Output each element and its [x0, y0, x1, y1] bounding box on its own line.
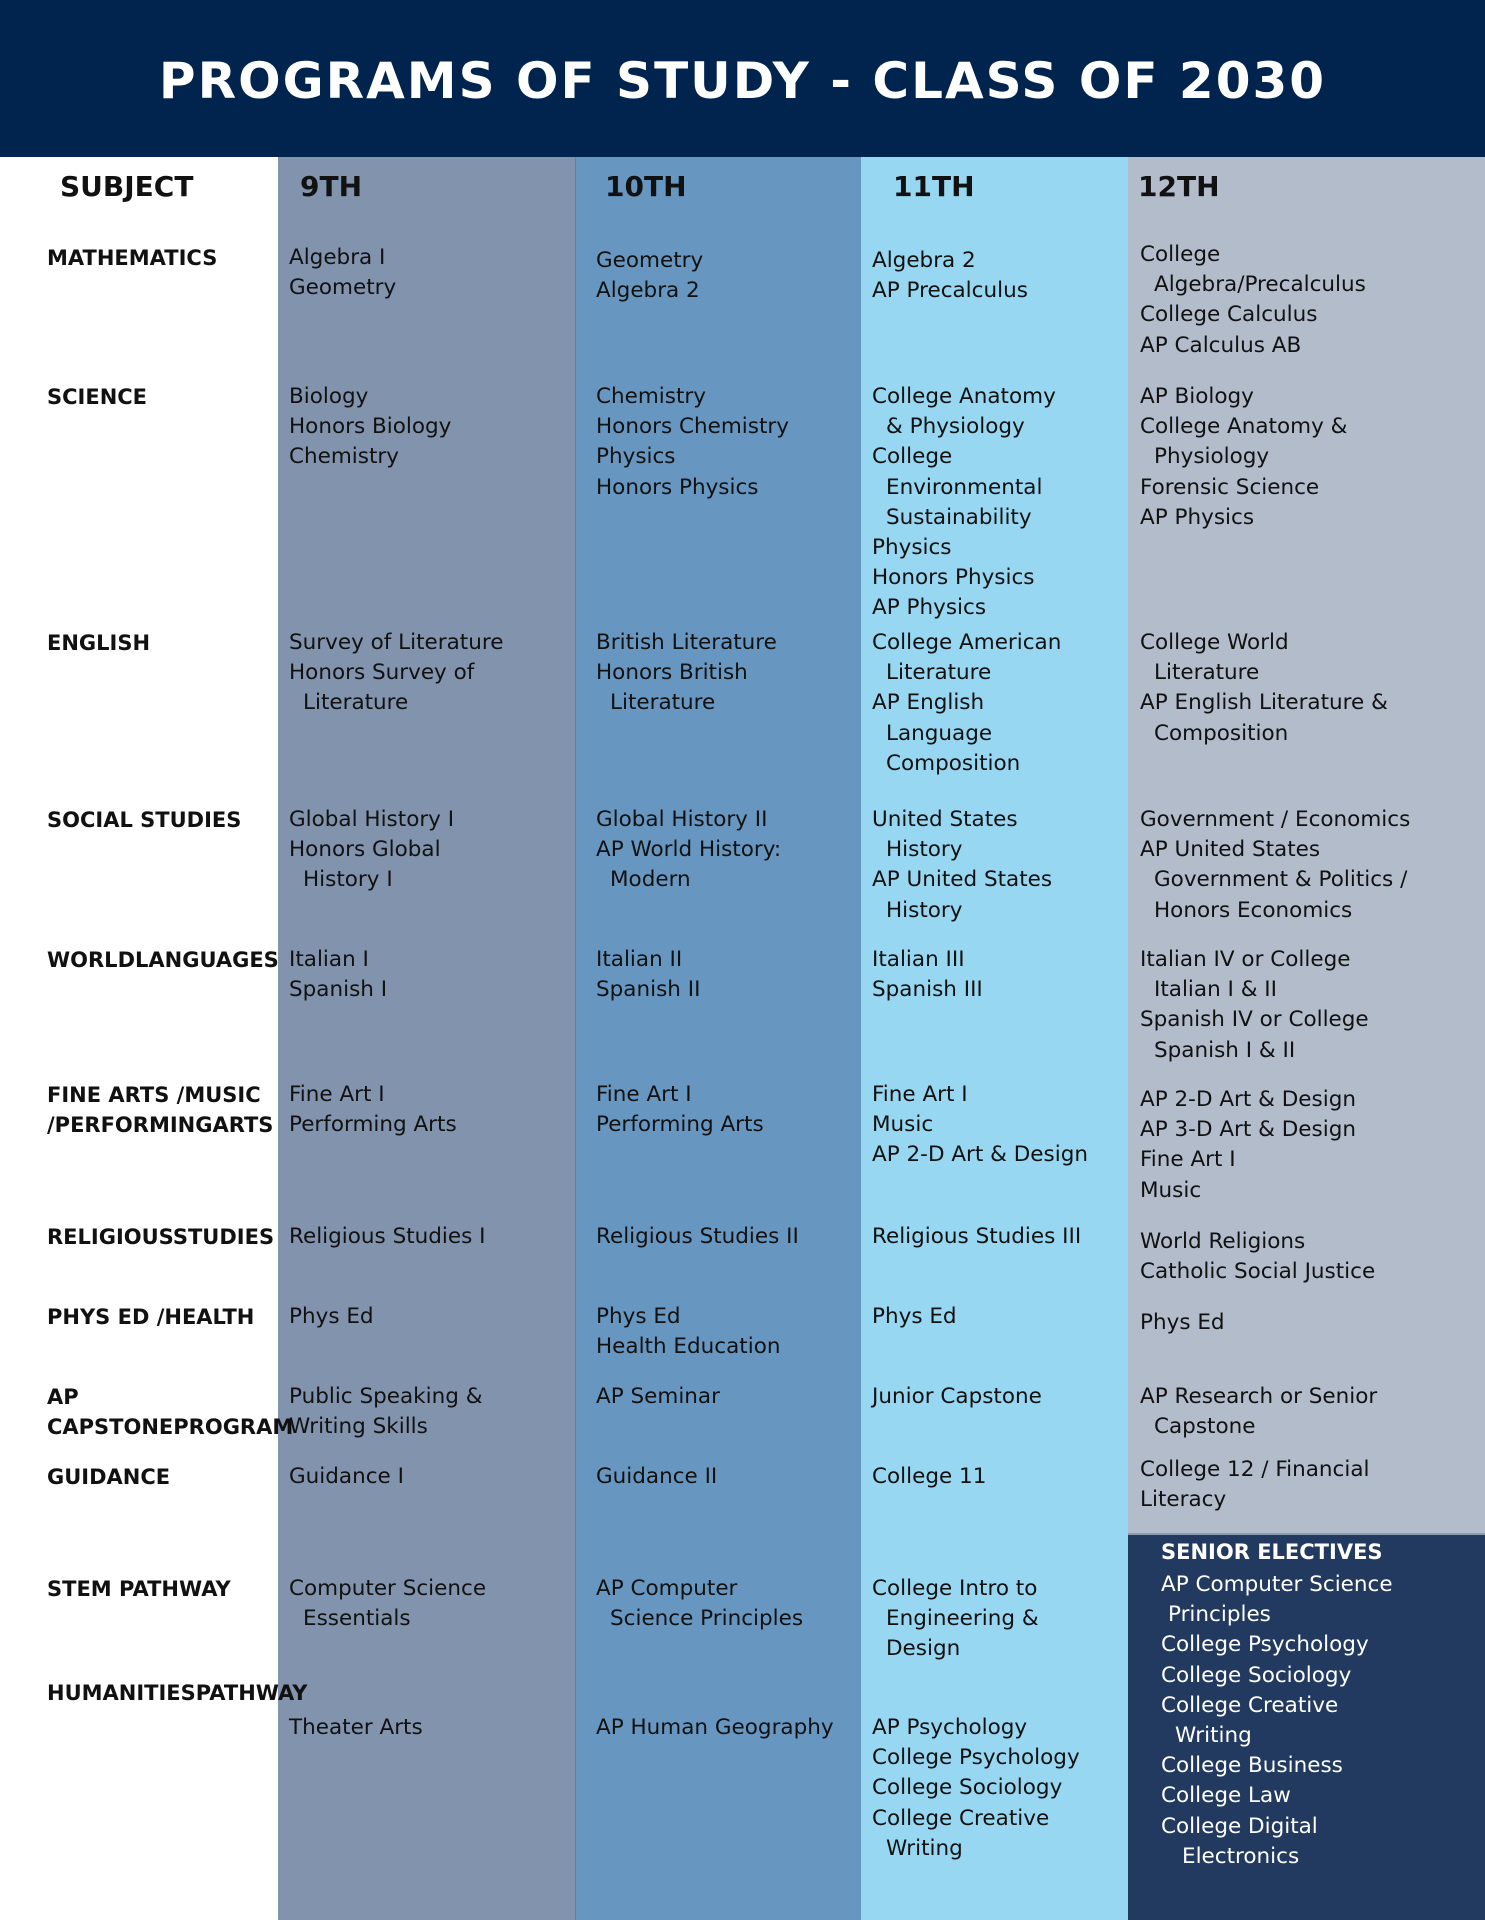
course-cell-grade-9: [289, 1574, 486, 1634]
course-line: Writing: [886, 1835, 963, 1861]
elective-item: Principles: [1168, 1602, 1271, 1628]
course-line: AP 2-D Art & Design: [1140, 1087, 1356, 1112]
course-line: PATHWAY: [195, 1681, 308, 1705]
course-cell-grade-10: [596, 246, 703, 306]
course-cell-grade-12: [1140, 1455, 1369, 1515]
course-cell-grade-9: [289, 1462, 404, 1492]
course-cell-grade-11: [872, 1713, 1080, 1864]
course-cell-grade-12: [1140, 1382, 1377, 1442]
elective-item: Writing: [1175, 1723, 1252, 1749]
course-line: Honors Economics: [1154, 897, 1353, 923]
course-line: Environmental: [886, 474, 1043, 500]
course-line: Guidance I: [289, 1464, 404, 1489]
course-line: Algebra/Precalculus: [1154, 272, 1366, 298]
course-line: Catholic Social Justice: [1140, 1259, 1376, 1285]
course-line: History I: [303, 867, 393, 893]
course-line: & Physiology: [886, 414, 1025, 440]
course-line: Fine Art I: [1140, 1147, 1236, 1173]
course-line: Computer Science: [289, 1576, 487, 1601]
course-line: Performing Arts: [289, 1112, 457, 1138]
course-line: College: [872, 444, 953, 470]
course-line: College: [1140, 242, 1221, 267]
course-line: Literature: [610, 690, 716, 716]
course-line: Honors Global: [289, 837, 441, 863]
subject-label: [47, 805, 272, 835]
course-line: Forensic Science: [1140, 474, 1320, 500]
course-line: Honors Chemistry: [596, 414, 789, 440]
course-cell-grade-11: [872, 1302, 957, 1332]
course-line: Public Speaking &: [289, 1384, 483, 1409]
course-line: College 12 / Financial: [1140, 1457, 1370, 1482]
course-line: Phys Ed: [872, 1304, 957, 1329]
course-line: Physiology: [1154, 444, 1270, 470]
course-line: College Anatomy &: [1140, 414, 1348, 440]
subject-label: [47, 1222, 275, 1252]
course-line: Fine Art I: [596, 1082, 692, 1107]
course-line: College 11: [872, 1464, 987, 1489]
course-line: Composition: [886, 750, 1021, 776]
course-cell-grade-12: [1140, 805, 1410, 926]
subject-label: [47, 382, 272, 412]
subject-label: [47, 945, 279, 975]
course-line: College Anatomy: [872, 384, 1056, 409]
elective-item: College Business: [1161, 1753, 1343, 1779]
course-line: Composition: [1154, 720, 1289, 746]
course-line: Language: [886, 720, 993, 746]
course-line: Performing Arts: [596, 1112, 764, 1138]
course-line: Government & Politics /: [1154, 867, 1408, 893]
course-cell-grade-12: [1140, 945, 1369, 1066]
course-line: Physics: [596, 444, 676, 470]
course-line: Modern: [610, 867, 691, 893]
course-cell-grade-12: [1140, 628, 1388, 749]
course-line: Italian I & II: [1154, 977, 1277, 1003]
course-cell-grade-9: [289, 1302, 374, 1332]
course-line: STUDIES: [172, 1225, 275, 1249]
course-line: AP Human Geography: [596, 1715, 834, 1740]
course-line: Capstone: [1154, 1414, 1256, 1440]
course-line: AP English Literature &: [1140, 690, 1388, 716]
course-line: College Sociology: [872, 1775, 1063, 1801]
course-line: Literature: [303, 690, 409, 716]
course-cell-grade-11: [872, 1382, 1042, 1412]
course-line: HUMANITIES: [47, 1681, 196, 1705]
course-line: PROGRAM: [173, 1415, 294, 1439]
course-cell-grade-11: [872, 246, 1028, 306]
course-line: STEM PATHWAY: [47, 1577, 231, 1601]
course-line: SCIENCE: [47, 385, 148, 409]
course-cell-grade-11: [872, 1080, 1088, 1171]
course-line: Spanish I: [289, 977, 388, 1003]
course-cell-grade-9: [289, 1713, 423, 1743]
course-line: College Psychology: [872, 1745, 1080, 1771]
course-line: PERFORMING: [54, 1113, 213, 1137]
course-cell-grade-11: [872, 945, 983, 1005]
course-line: Honors Physics: [872, 565, 1035, 591]
course-line: AP 2-D Art & Design: [872, 1142, 1088, 1168]
course-line: College Intro to: [872, 1576, 1038, 1601]
course-line: Honors British: [596, 660, 748, 686]
course-line: AP Seminar: [596, 1384, 720, 1409]
course-line: Music: [872, 1112, 934, 1138]
course-line: Phys Ed: [1140, 1310, 1225, 1335]
course-line: AP Research or Senior: [1140, 1384, 1378, 1409]
course-line: Honors Physics: [596, 474, 759, 500]
course-line: Italian III: [872, 947, 965, 972]
elective-item: College Sociology: [1161, 1662, 1352, 1688]
course-line: AP World History:: [596, 837, 782, 863]
course-line: Spanish IV or College: [1140, 1007, 1369, 1033]
course-line: Fine Art I: [289, 1082, 385, 1107]
course-line: FINE ARTS /: [47, 1083, 185, 1107]
course-cell-grade-12: [1140, 1085, 1356, 1206]
course-line: Government / Economics: [1140, 807, 1411, 832]
course-cell-grade-11: [872, 1574, 1039, 1665]
course-line: AP Psychology: [872, 1715, 1028, 1740]
course-line: Algebra 2: [872, 248, 976, 273]
course-line: Music: [1140, 1177, 1202, 1203]
course-line: Italian II: [596, 947, 683, 972]
subject-label: [47, 1382, 294, 1442]
elective-item: College Digital: [1161, 1813, 1318, 1839]
course-line: LANGUAGES: [135, 948, 279, 972]
course-line: Design: [886, 1636, 961, 1662]
course-line: Global History II: [596, 807, 768, 832]
course-line: Sustainability: [886, 504, 1032, 530]
course-line: AP United States: [1140, 837, 1321, 863]
page-header: [0, 0, 1485, 158]
course-line: History: [886, 837, 963, 863]
subject-column: [0, 157, 278, 1920]
course-cell-grade-10: [596, 628, 777, 719]
course-cell-grade-10: [596, 1302, 780, 1362]
course-cell-grade-11: [872, 1462, 986, 1492]
course-cell-grade-10: [596, 1382, 720, 1412]
course-line: Religious Studies III: [872, 1224, 1082, 1249]
column-header-12th: 12TH: [1138, 170, 1220, 203]
course-cell-grade-10: [596, 805, 781, 896]
course-line: Literature: [886, 660, 992, 686]
course-cell-grade-9: [289, 382, 451, 473]
course-line: Theater Arts: [289, 1715, 423, 1740]
subject-label: [47, 243, 272, 273]
course-line: MUSIC /: [47, 1083, 261, 1137]
course-cell-grade-9: [289, 1222, 486, 1252]
course-line: Literature: [1154, 660, 1260, 686]
course-line: AP Calculus AB: [1140, 332, 1302, 358]
elective-item: Electronics: [1182, 1843, 1300, 1869]
course-line: Junior Capstone: [872, 1384, 1042, 1409]
course-cell-grade-12: [1140, 240, 1366, 361]
course-line: HEALTH: [164, 1305, 255, 1329]
course-line: United States: [872, 807, 1018, 832]
course-line: AP Physics: [1140, 504, 1255, 530]
course-cell-grade-12: [1140, 1308, 1225, 1338]
page-title: PROGRAMS OF STUDY - CLASS OF 2030: [158, 52, 1327, 110]
course-cell-grade-9: [289, 628, 503, 719]
course-cell-grade-9: [289, 1080, 457, 1140]
course-cell-grade-10: [596, 945, 700, 1005]
course-line: Global History I: [289, 807, 455, 832]
course-line: College Calculus: [1140, 302, 1318, 328]
course-line: Engineering &: [886, 1606, 1039, 1632]
elective-item: College Psychology: [1161, 1632, 1369, 1658]
course-line: AP CAPSTONE: [47, 1385, 174, 1439]
course-line: MATHEMATICS: [47, 246, 218, 270]
column-header-subject: SUBJECT: [60, 170, 194, 203]
course-line: AP Computer: [596, 1576, 738, 1601]
course-line: Algebra 2: [596, 278, 700, 304]
course-cell-grade-11: [872, 382, 1056, 624]
senior-electives-list: [1161, 1570, 1393, 1872]
course-line: Guidance II: [596, 1464, 718, 1489]
column-header-10th: 10TH: [605, 170, 687, 203]
course-cell-grade-10: [596, 1222, 799, 1252]
course-line: GUIDANCE: [47, 1465, 171, 1489]
course-line: College American: [872, 630, 1062, 655]
course-line: Chemistry: [596, 384, 706, 409]
column-header-9th: 9TH: [300, 170, 363, 203]
elective-item: College Law: [1161, 1783, 1291, 1809]
course-line: AP English: [872, 690, 985, 716]
course-line: Honors Survey of: [289, 660, 475, 686]
course-cell-grade-10: [596, 1462, 717, 1492]
course-line: World Religions: [1140, 1229, 1306, 1254]
course-line: College Creative: [872, 1805, 1050, 1831]
course-line: AP Physics: [872, 595, 987, 621]
elective-item: College Creative: [1161, 1692, 1339, 1718]
course-line: Italian I: [289, 947, 369, 972]
course-line: Phys Ed: [289, 1304, 374, 1329]
course-cell-grade-11: [872, 805, 1052, 926]
course-line: WORLD: [47, 948, 135, 972]
course-line: PHYS ED /: [47, 1305, 165, 1329]
course-line: History: [886, 897, 963, 923]
course-line: AP 3-D Art & Design: [1140, 1117, 1356, 1143]
course-line: Spanish II: [596, 977, 701, 1003]
course-line: RELIGIOUS: [47, 1225, 173, 1249]
course-cell-grade-10: [596, 1080, 764, 1140]
course-cell-grade-10: [596, 1713, 834, 1743]
course-line: Religious Studies II: [596, 1224, 799, 1249]
course-cell-grade-11: [872, 628, 1061, 779]
subject-label: [47, 1302, 272, 1332]
course-line: SOCIAL STUDIES: [47, 808, 242, 832]
course-line: Phys Ed: [596, 1304, 681, 1329]
course-cell-grade-9: [289, 945, 387, 1005]
course-cell-grade-9: [289, 805, 454, 896]
course-line: Biology: [289, 384, 369, 409]
course-line: Spanish III: [872, 977, 983, 1003]
course-line: Italian IV or College: [1140, 947, 1351, 972]
course-line: Science Principles: [610, 1606, 804, 1632]
course-line: Literacy: [1140, 1487, 1227, 1513]
column-header-11th: 11TH: [893, 170, 975, 203]
course-cell-grade-12: [1140, 382, 1347, 533]
course-line: Spanish I & II: [1154, 1037, 1296, 1063]
subject-label: [47, 1678, 308, 1708]
subject-label: [47, 1080, 272, 1140]
course-line: Religious Studies I: [289, 1224, 486, 1249]
senior-electives-title: SENIOR ELECTIVES: [1161, 1540, 1383, 1564]
course-line: Essentials: [303, 1606, 411, 1632]
course-line: Fine Art I: [872, 1082, 968, 1107]
course-line: AP United States: [872, 867, 1053, 893]
course-line: Writing Skills: [289, 1414, 428, 1440]
course-line: AP Precalculus: [872, 278, 1028, 304]
subject-label: [47, 1574, 272, 1604]
course-line: AP Biology: [1140, 384, 1254, 409]
course-line: Chemistry: [289, 444, 399, 470]
subject-label: [47, 1462, 272, 1492]
course-line: ARTS: [212, 1113, 274, 1137]
course-cell-grade-12: [1140, 1227, 1375, 1287]
course-line: Survey of Literature: [289, 630, 504, 655]
subject-label: [47, 628, 272, 658]
course-cell-grade-9: [289, 1382, 482, 1442]
course-line: British Literature: [596, 630, 777, 655]
course-line: Health Education: [596, 1334, 781, 1360]
elective-item: AP Computer Science: [1161, 1572, 1393, 1597]
course-line: ENGLISH: [47, 631, 151, 655]
course-cell-grade-10: [596, 382, 789, 503]
course-line: Physics: [872, 535, 952, 561]
course-line: Geometry: [596, 248, 704, 273]
course-cell-grade-9: [289, 243, 396, 303]
course-cell-grade-10: [596, 1574, 803, 1634]
course-line: College World: [1140, 630, 1289, 655]
course-cell-grade-11: [872, 1222, 1081, 1252]
course-line: Geometry: [289, 275, 397, 301]
course-line: Algebra I: [289, 245, 386, 270]
course-line: Honors Biology: [289, 414, 452, 440]
